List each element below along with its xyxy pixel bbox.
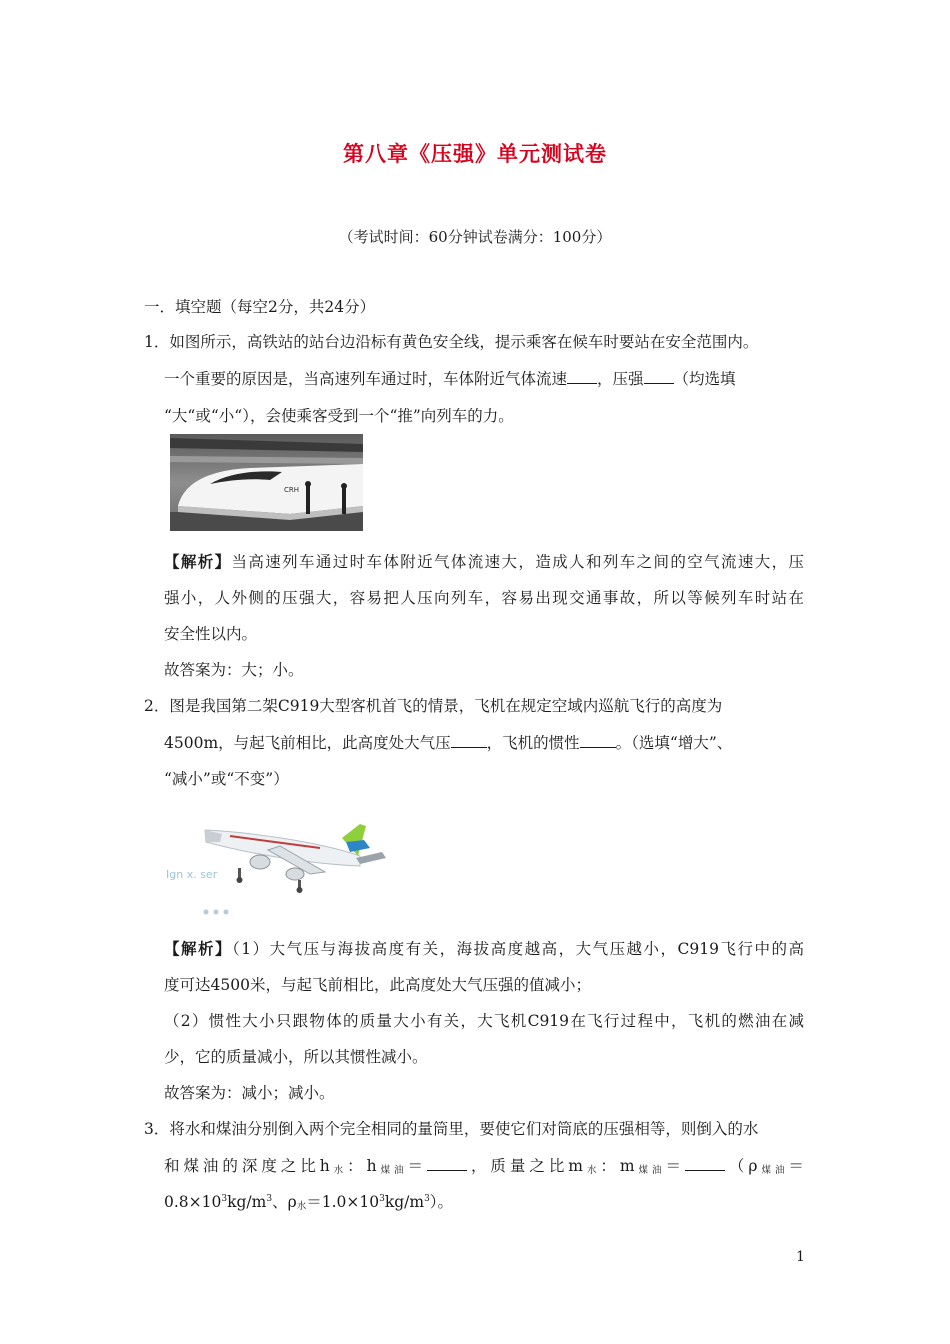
q3-text-line2: 和煤油的深度之比$h_水$：$h_{煤油}=$ ，质量之比$m_水$：$m_{煤油}= (\rho_{煤油}=$ (164, 1157, 804, 1176)
airplane-photo (160, 812, 400, 920)
q1-answer: 故答案为：大；小。 (164, 661, 304, 679)
q1-text-line2: 一个重要的原因是，当高速列车通过时，车体附近气体流速 ，压强 （均选填 (164, 370, 736, 388)
page-title: 第八章《压强》单元测试卷 (343, 141, 607, 166)
plane-caption: Ign x. ser (166, 868, 218, 881)
section-heading: 一．填空题（每空2分，共24分） (144, 298, 376, 316)
q1-analysis-line1: 【解析】当高速列车通过时车体附近气体流速大，造成人和列车之间的空气流速大，压 (164, 552, 804, 571)
q2-blank-2[interactable] (580, 733, 616, 748)
q1-text-line1: 1．如图所示，高铁站的站台边沿标有黄色安全线，提示乘客在候车时要站在安全范围内。 (144, 333, 759, 351)
q3-text-line1: 3．将水和煤油分别倒入两个完全相同的量筒里，要使它们对筒底的压强相等，则倒入的水 (144, 1120, 759, 1138)
q2-answer: 故答案为：减小；减小。 (164, 1084, 335, 1102)
q2-analysis-line1: 【解析】（1）大气压与海拔高度有关，海拔高度越高，大气压越小，C919飞行中的高 (164, 939, 804, 958)
q1-blank-1[interactable] (567, 369, 597, 384)
q1-blank-2[interactable] (644, 369, 674, 384)
q2-analysis-line2: 度可达4500米，与起飞前相比，此高度处大气压强的值减小； (164, 976, 591, 994)
q3-text-line3: $0.8\times 10^3kg/m^3$、$\rho_水=1.0\times 10^3kg/m^3$）。 (164, 1193, 454, 1212)
q1-analysis-line2: 强小，人外侧的压强大，容易把人压向列车，容易出现交通事故，所以等候列车时站在 (164, 589, 804, 607)
exam-info: （考试时间：60分钟试卷满分：100分） (338, 228, 612, 246)
q3-blank-1[interactable] (427, 1156, 467, 1171)
q2-blank-1[interactable] (451, 733, 487, 748)
q2-text-line3: “减小”或“不变”） (164, 770, 289, 788)
train-photo (170, 434, 363, 531)
page-number: 1 (796, 1249, 805, 1265)
q1-analysis-line3: 安全性以内。 (164, 625, 258, 643)
q2-text-line1: 2．图是我国第二架C919大型客机首飞的情景，飞机在规定空域内巡航飞行的高度为 (144, 697, 723, 715)
q2-analysis-line3: （2）惯性大小只跟物体的质量大小有关，大飞机C919在飞行过程中，飞机的燃油在减 (164, 1012, 804, 1030)
q2-analysis-line4: 少，它的质量减小，所以其惯性减小。 (164, 1048, 428, 1066)
train-logo: CRH (284, 486, 300, 494)
q1-text-line3: “大“或“小“），会使乘客受到一个“推”向列车的力。 (164, 407, 514, 425)
q3-blank-2[interactable] (685, 1156, 725, 1171)
q2-text-line2: 4500m，与起飞前相比，此高度处大气压 ，飞机的惯性 。（选填“增大”、 (164, 734, 733, 752)
